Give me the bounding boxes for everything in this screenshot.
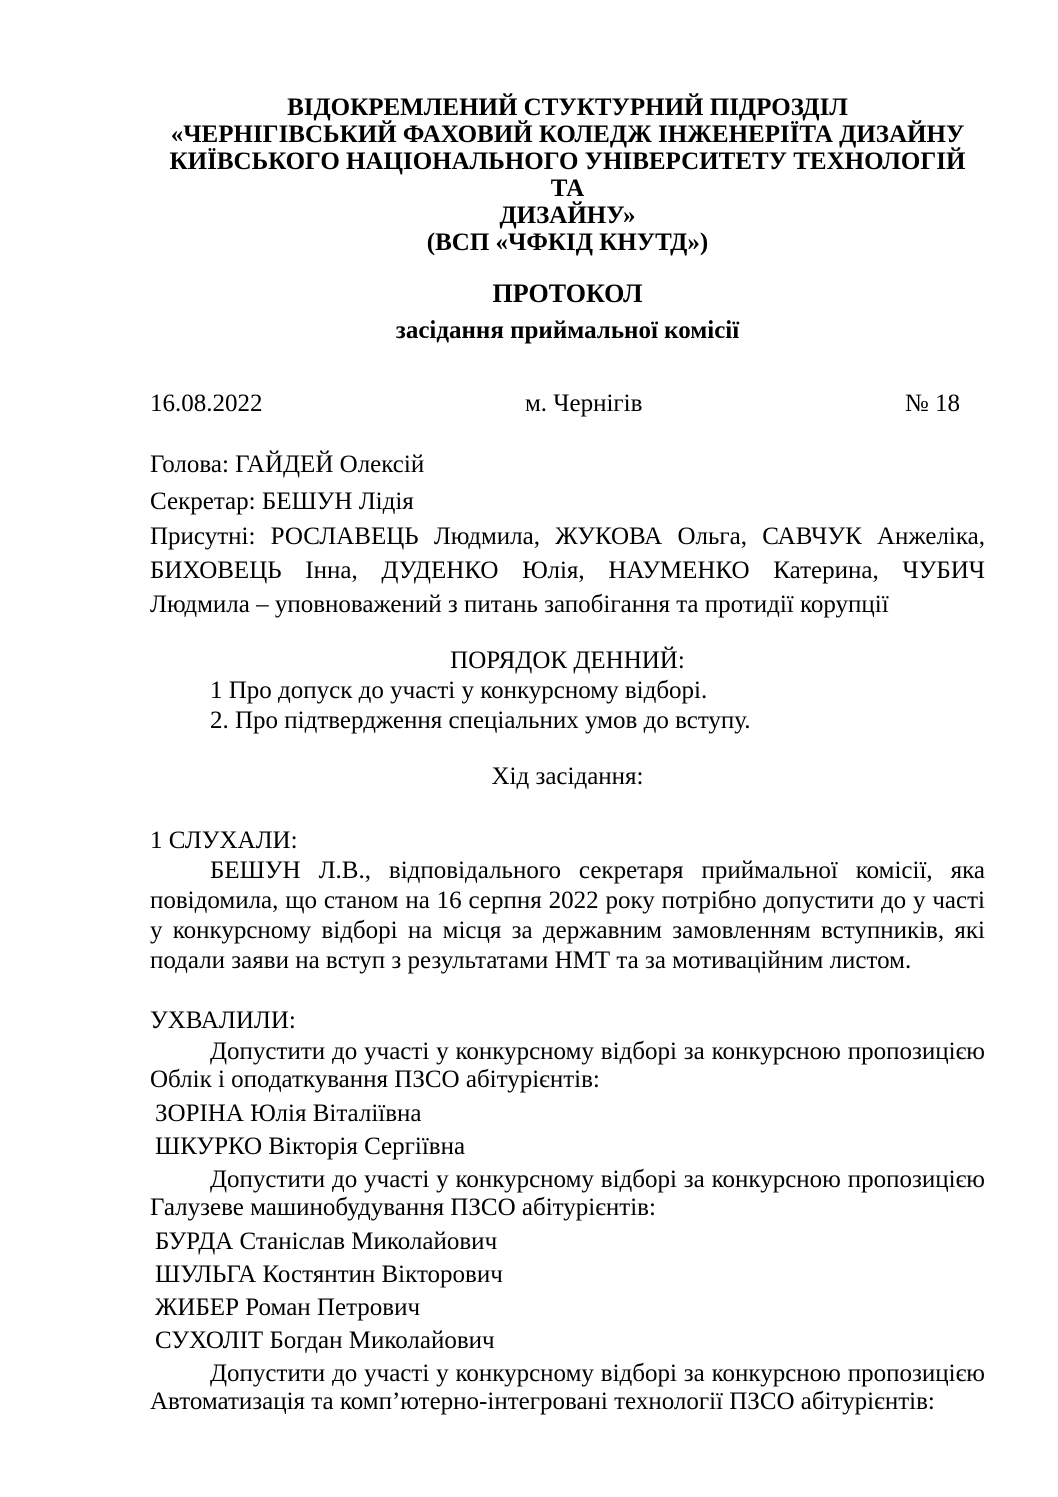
document-meta-row: [150, 390, 985, 418]
official-secretary: Секретар: БЕШУН Лідія: [150, 488, 414, 515]
official-head: Голова: ГАЙДЕЙ Олексій: [150, 451, 425, 478]
agenda-item: 2. Про підтвердження спеціальних умов до вступу.: [210, 707, 751, 734]
applicant-name: ШКУРКО Вікторія Сергіївна: [155, 1133, 466, 1160]
document-city: м. Чернігів: [524, 390, 643, 417]
applicant-name: ЗОРІНА Юлія Віталіївна: [155, 1100, 422, 1127]
applicant-name: СУХОЛІТ Богдан Миколайович: [155, 1327, 495, 1354]
applicant-name: БУРДА Станіслав Миколайович: [155, 1228, 498, 1255]
institution-line: ДИЗАЙНУ»: [499, 202, 636, 229]
institution-abbreviation-line: (ВСП «ЧФКІД КНУТД»): [426, 229, 709, 256]
resolution-paragraph: Допустити до участі у конкурсному відборі за конкурсною пропозицією Автоматизація та комп’ютерно-інтегровані технології ПЗСО абітурієнтів:: [150, 1360, 985, 1415]
institution-line: КИЇВСЬКОГО НАЦІОНАЛЬНОГО УНІВЕРСИТЕТУ ТЕХНОЛОГІЙ ТА: [169, 148, 966, 202]
applicant-name: ШУЛЬГА Костянтин Вікторович: [155, 1261, 503, 1288]
document-title: ПРОТОКОЛ: [492, 279, 643, 308]
applicant-name: ЖИБЕР Роман Петрович: [155, 1294, 421, 1321]
agenda-item: 1 Про допуск до участі у конкурсному відборі.: [210, 677, 708, 704]
heard-paragraph: БЕШУН Л.В., відповідального секретаря приймальної комісії, яка повідомила, що станом на 16 серпня 2022 року потрібно допустити до у часті у конкурсному відборі на місця за державним замовленням вступників, які подали заяви на вступ з результатами НМТ та за мотиваційним листом.: [150, 857, 985, 974]
document-date: 16.08.2022: [150, 390, 263, 417]
resolution-paragraph: Допустити до участі у конкурсному відборі за конкурсною пропозицією Галузеве машинобудування ПЗСО абітурієнтів:: [150, 1166, 985, 1221]
officials-present: Присутні: РОСЛАВЕЦЬ Людмила, ЖУКОВА Ольга, САВЧУК Анжеліка, БИХОВЕЦЬ Інна, ДУДЕНКО Юлія, НАУМЕНКО Катерина, ЧУБИЧ Людмила – уповноважений з питань запобігання та протидії корупції: [150, 523, 985, 618]
proceedings-heading: Хід засідання:: [491, 763, 644, 790]
agenda-heading: ПОРЯДОК ДЕННИЙ:: [450, 647, 685, 674]
institution-line: ВІДОКРЕМЛЕНИЙ СТУКТУРНИЙ ПІДРОЗДІЛ: [287, 94, 848, 121]
officials-section: [150, 446, 985, 622]
heard-section-heading: 1 СЛУХАЛИ:: [150, 827, 298, 854]
institution-header: [150, 94, 985, 256]
resolution-paragraph: Допустити до участі у конкурсному відборі за конкурсною пропозицією Облік і оподаткування ПЗСО абітурієнтів:: [150, 1038, 985, 1093]
resolved-section-heading: УХВАЛИЛИ:: [150, 1007, 296, 1034]
institution-line: «ЧЕРНІГІВСЬКИЙ ФАХОВИЙ КОЛЕДЖ ІНЖЕНЕРІЇТА ДИЗАЙНУ: [170, 121, 965, 148]
document-number: № 18: [904, 390, 960, 417]
document-subtitle: засідання приймальної комісії: [395, 317, 740, 344]
